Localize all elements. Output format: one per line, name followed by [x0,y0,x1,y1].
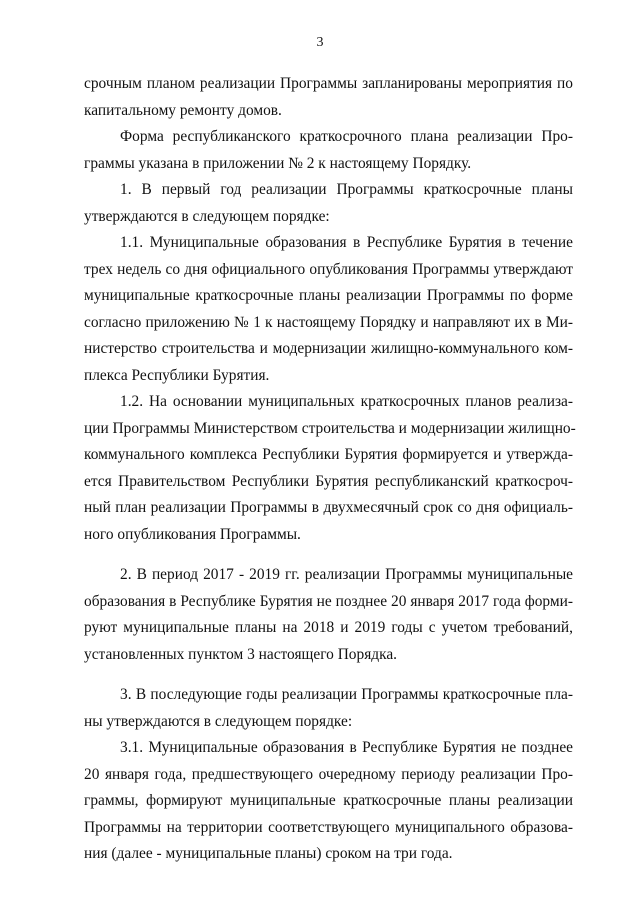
text-line: ный план реализации Программы в двухмесячный срок со дня официаль- [84,499,573,516]
text-line: 1.2. На основании муниципальных краткосрочных планов реализа- [120,393,573,410]
paragraph-spacer [84,668,573,682]
text-line: ного опубликования Программы. [84,525,301,543]
text-line: руют муниципальные планы на 2018 и 2019 годы с учетом требований, [84,619,573,636]
text-line: 1. В первый год реализации Программы краткосрочные планы [120,181,573,198]
text-line: Программы на территории соответствующего муниципального образова- [84,818,573,836]
document-body [84,71,576,868]
text-line: согласно приложению № 1 к настоящему Порядку и направляют их в Ми- [84,313,573,331]
paragraph [84,735,573,868]
text-line: муниципальные краткосрочные планы реализации Программы по форме [84,287,573,304]
paragraph [84,71,573,124]
text-line: 3. В последующие годы реализации Программы краткосрочные пла- [120,686,573,703]
text-line: нистерство строительства и модернизации жилищно-коммунального ком- [84,340,573,357]
text-line: ны утверждаются в следующем порядке: [84,712,353,730]
text-line: капитальному ремонту домов. [84,101,282,119]
paragraph [84,177,573,230]
text-line: 2. В период 2017 - 2019 гг. реализации Программы муниципальные [120,566,573,583]
text-line: 3.1. Муниципальные образования в Республике Бурятия не позднее [120,739,573,756]
text-line: установленных пунктом 3 настоящего Порядка. [84,645,398,663]
paragraph-spacer [84,548,573,562]
text-line: образования в Республике Бурятия не позднее 20 января 2017 года форми- [84,592,573,610]
text-line: трех недель со дня официального опубликования Программы утверждают [84,260,573,278]
text-line: срочным планом реализации Программы запланированы мероприятия по [84,75,573,92]
text-line: 20 января года, предшествующего очередному периоду реализации Про- [84,765,573,783]
text-line: утверждаются в следующем порядке: [84,207,330,225]
text-line: ции Программы Министерством строительства и модернизации жилищно- [84,419,576,437]
paragraph [84,562,573,668]
page-number: 3 [316,35,324,50]
text-line: коммунального комплекса Республики Бурятия формируется и утвержда- [84,446,573,463]
text-line: плекса Республики Бурятия. [84,366,270,384]
text-line: граммы, формируют муниципальные краткосрочные планы реализации [84,792,573,809]
text-line: ется Правительством Республики Бурятия республиканский краткосроч- [84,472,573,490]
paragraph [84,124,573,177]
paragraph [84,230,573,389]
text-line: ния (далее - муниципальные планы) сроком на три года. [84,845,453,862]
text-line: Форма республиканского краткосрочного плана реализации Про- [120,128,573,145]
text-line: 1.1. Муниципальные образования в Республике Бурятия в течение [120,234,573,251]
paragraph [84,389,576,548]
text-line: граммы указана в приложении № 2 к настоящему Порядку. [84,154,472,172]
paragraph [84,682,573,735]
